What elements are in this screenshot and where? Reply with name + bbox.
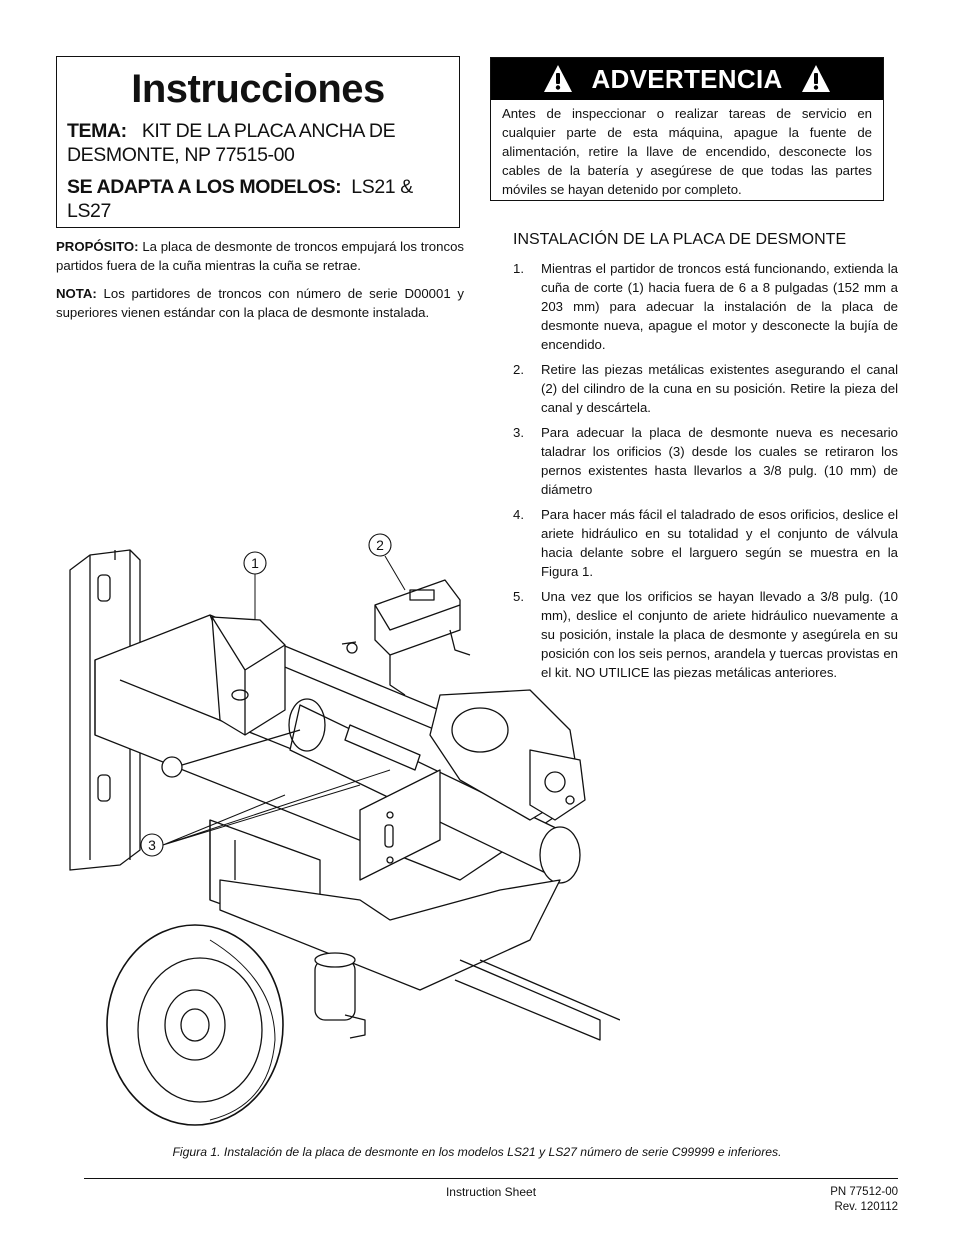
purpose-paragraph	[56, 237, 464, 275]
title-box	[56, 56, 460, 228]
callout-1: 1	[251, 555, 259, 571]
footer-part-info	[760, 1185, 898, 1215]
step-text: Para hacer más fácil el taladrado de esos orificios, deslice el ariete hidráulico en su totalidad y el conjunto de válvula hacia delante sobre el larguero según se muestra en la Figura 1.	[541, 507, 898, 579]
warning-triangle-icon	[543, 64, 573, 94]
list-item	[513, 360, 898, 417]
note-text: Los partidores de troncos con número de serie D00001 y superiores vienen estándar con la placa de desmonte instalada.	[56, 286, 465, 320]
note-label: NOTA:	[56, 286, 97, 301]
note-paragraph	[56, 284, 464, 322]
warning-triangle-icon	[801, 64, 831, 94]
topic-label: TEMA:	[67, 120, 127, 142]
warning-text: Antes de inspeccionar o realizar tareas de servicio en cualquier parte de esta máquina, apague la fuente de alimentación, retire la llave de encendido, desconecte los cables de la batería y asegúrese de que todas las partes móviles se hayan detenido por completo.	[502, 106, 872, 197]
list-item	[513, 259, 898, 354]
callout-3: 3	[148, 837, 156, 853]
models-label: SE ADAPTA A LOS MODELOS:	[67, 176, 342, 198]
log-splitter-illustration	[60, 520, 620, 1140]
document-title: Instrucciones	[131, 67, 385, 111]
step-number: 4.	[513, 507, 524, 522]
topic-value: KIT DE LA PLACA ANCHA DE DESMONTE, NP 77515-00	[67, 120, 396, 166]
callout-2: 2	[376, 537, 384, 553]
purpose-text: La placa de desmonte de troncos empujará los troncos partidos fuera de la cuña mientras la cuña se retrae.	[56, 239, 464, 273]
step-number: 1.	[513, 261, 524, 276]
models-line	[67, 175, 449, 223]
warning-title: ADVERTENCIA	[591, 63, 783, 94]
step-text: Mientras el partidor de troncos está funcionando, extienda la cuña de corte (1) hacia fuera de 6 a 8 pulgadas (152 mm a 203 mm) para adecuar la instalación de la placa de desmonte nueva, apague el motor y desconecte la bujía de encendido.	[541, 261, 898, 352]
figure-caption: Figura 1. Instalación de la placa de desmonte en los modelos LS21 y LS27 número de serie C99999 e inferiores.	[172, 1145, 782, 1159]
footer-title: Instruction Sheet	[445, 1185, 537, 1199]
section-heading: INSTALACIÓN DE LA PLACA DE DESMONTE	[513, 231, 847, 248]
models-value: LS21 & LS27	[67, 176, 413, 222]
step-number: 2.	[513, 362, 524, 377]
step-text: Para adecuar la placa de desmonte nueva es necesario taladrar los orificios (3) desde los cuales se retiraron los pernos existentes hasta llevarlos a 3/8 pulg. (10 mm) de diámetro	[541, 425, 898, 497]
list-item	[513, 423, 898, 499]
purpose-label: PROPÓSITO:	[56, 239, 139, 254]
revision: Rev. 120112	[834, 1201, 898, 1213]
footer-rule	[84, 1178, 898, 1179]
warning-header	[491, 58, 883, 100]
step-number: 5.	[513, 589, 524, 604]
step-text: Una vez que los orificios se hayan llevado a 3/8 pulg. (10 mm), deslice el conjunto de ariete hidráulico nuevamente a su posición, instale la placa de desmonte y asegúrela en su posición con los seis pernos, arandela y tuercas provistas en el kit. NO UTILICE las piezas metálicas anteriores.	[541, 589, 898, 680]
step-text: Retire las piezas metálicas existentes asegurando el canal (2) del cilindro de la cuna en su posición. Retire la pieza del canal y descártela.	[541, 362, 898, 415]
part-number: PN 77512-00	[830, 1186, 898, 1198]
warning-box	[490, 57, 884, 201]
intro-text	[56, 237, 464, 331]
step-number: 3.	[513, 425, 524, 440]
topic-line	[67, 119, 449, 167]
